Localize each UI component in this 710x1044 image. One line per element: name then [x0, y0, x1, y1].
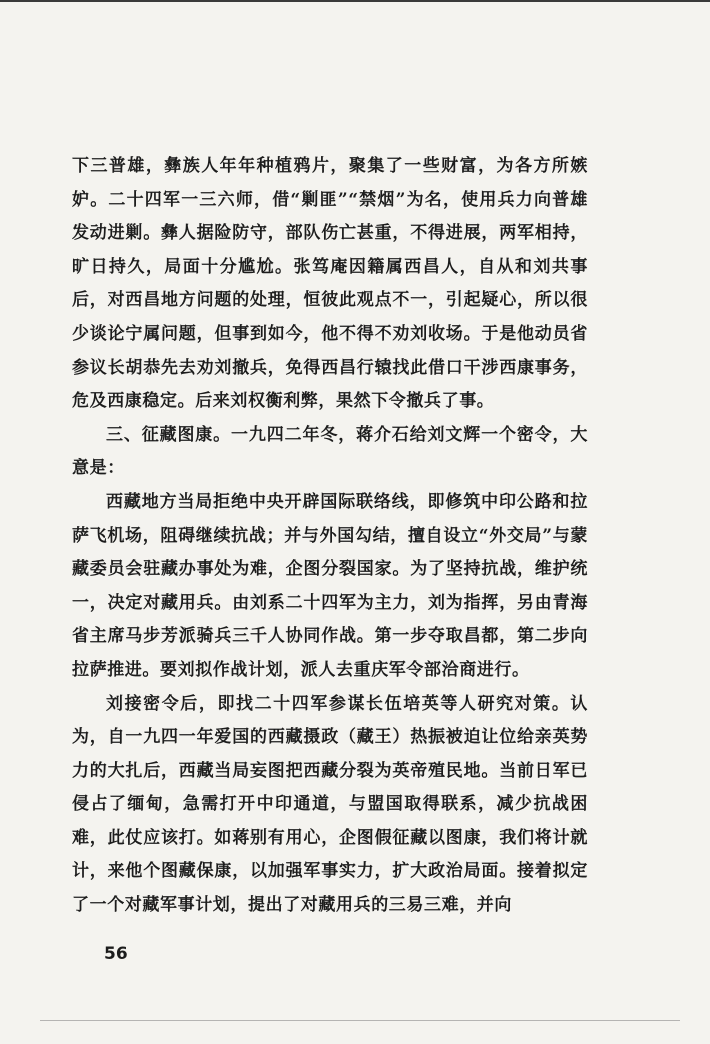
- bottom-scan-edge: [40, 1020, 680, 1021]
- top-scan-edge: [0, 0, 710, 2]
- paragraph-4: 刘接密令后，即找二十四军参谋长伍培英等人研究对策。认为，自一九四一年爱国的西藏摄政（藏王）热振被迫让位给亲英势力的大扎后，西藏当局妄图把西藏分裂为英帝殖民地。当前日军已侵占了缅甸，急需打开中印通道，与盟国取得联系，减少抗战困难，此仗应该打。如蒋别有用心，企图假征藏以图康，我们将计就计，来他个图藏保康，以加强军事实力，扩大政治局面。接着拟定了一个对藏军事计划，提出了对藏用兵的三易三难，并向: [72, 693, 588, 916]
- paragraph-3: 西藏地方当局拒绝中央开辟国际联络线，即修筑中印公路和拉萨飞机场，阻碍继续抗战；并与外国勾结，擅自设立“外交局”与蒙藏委员会驻藏办事处为难，企图分裂国家。为了坚持抗战，维护统一，决定对藏用兵。由刘系二十四军为主力，刘为指挥，另由青海省主席马步芳派骑兵三千人协同作战。第一步夺取昌都，第二步向拉萨推进。要刘拟作战计划，派人去重庆军令部洽商进行。: [72, 491, 588, 680]
- paragraph-1: 下三普雄，彝族人年年种植鸦片，聚集了一些财富，为各方所嫉妒。二十四军一三六师，借“剿匪”“禁烟”为名，使用兵力向普雄发动进剿。彝人据险防守，部队伤亡甚重，不得进展，两军相持，旷日持久，局面十分尴尬。张笃庵因籍属西昌人，自从和刘共事后，对西昌地方问题的处理，恒彼此观点不一，引起疑心，所以很少谈论宁属问题，但事到如今，他不得不劝刘收场。于是他动员省参议长胡恭先去劝刘撤兵，免得西昌行辕找此借口干涉西康事务，危及西康稳定。后来刘权衡利弊，果然下令撤兵了事。: [72, 156, 588, 412]
- paragraph-2: 三、征藏图康。一九四二年冬，蒋介石给刘文辉一个密令，大意是：: [72, 424, 588, 479]
- page-body: [72, 150, 588, 923]
- page-number: 56: [104, 944, 128, 964]
